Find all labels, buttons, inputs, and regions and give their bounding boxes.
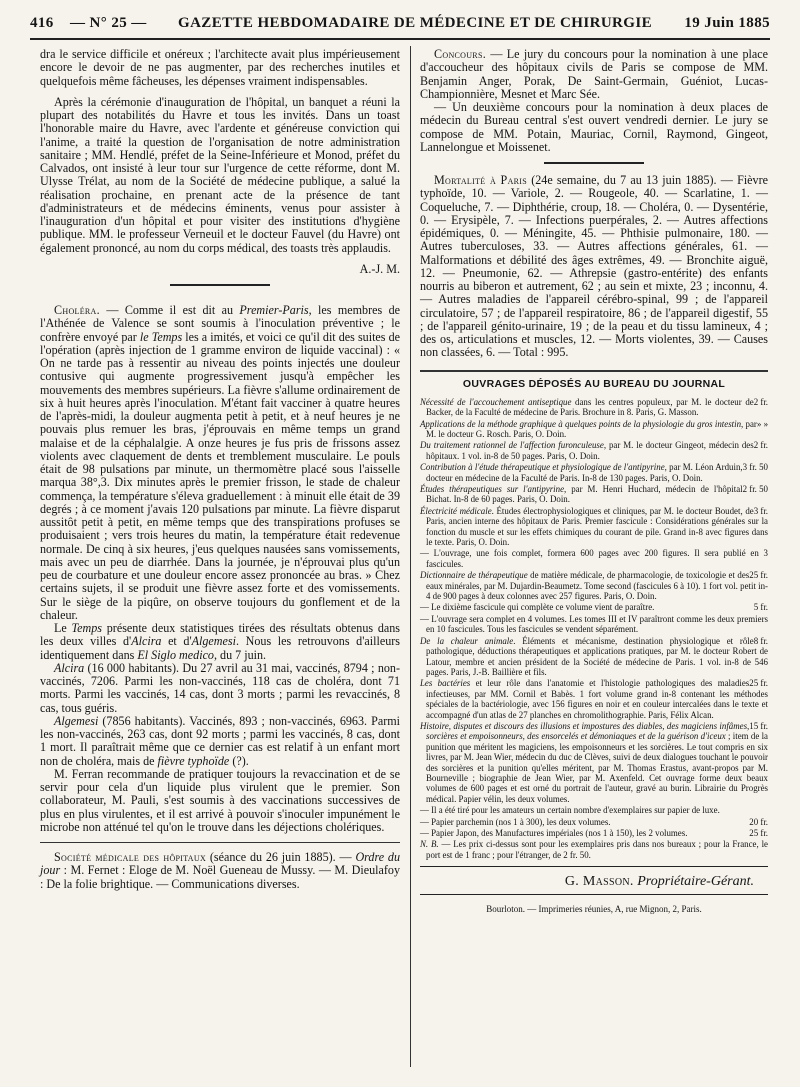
book-entry: [420, 397, 768, 418]
page-number: 416: [30, 14, 54, 31]
book-description: — L'ouvrage sera complet en 4 volumes. Les tomes III et IV paraîtront comme les deux premiers en 10 fascicules. Tous les fascicules se vendent séparément.: [420, 613, 768, 635]
books-heading: OUVRAGES DÉPOSÉS AU BUREAU DU JOURNAL: [462, 377, 726, 390]
societe-heading: Société médicale des hôpitaux: [54, 850, 207, 864]
book-title: Dictionnaire de thérapeutique: [420, 570, 528, 581]
book-description: , par M. le docteur G. Rosch. Paris, O. Doin.: [426, 418, 757, 439]
book-description: — L'ouvrage, une fois complet, formera 600 pages avec 200 figures. Il sera publié en 3 fascicules.: [420, 548, 768, 569]
column-divider: [410, 46, 411, 1067]
paragraph-cholera: Choléra. — Comme il est dit au Premier-Paris, les membres de l'Athénée de Valence se sont soumis à l'inoculation préventive ; le confrère envoyé par le Temps les a imités, et voici ce qu'il dit des suites de l'opération (après injection de 1 gramme environ de liquide vaccinal) : « On ne tarde pas à ressentir au niveau des points injectés une douleur contusive qui augmente progressivement jusqu'à empêcher les mouvements des membres supérieurs. La fièvre s'allume ordinairement de six à huit heures après l'inoculation. M'étant fait vacciner à quatre heures de l'après-midi, la douleur augmenta petit à petit, et à neuf heures je ne pouvais plus remuer les bras, j'éprouvais en même temps un grand malaise et de la céphalalgie. A onze heures je fus pris de frissons assez violents avec claquement de dents et tremblement musculaire. Le pouls était de 98 pulsations par minute, un thermomètre placé sous l'aisselle marqua 38°,3. Dix minutes après le premier frisson, le stade de chaleur commença, la température s'éleva graduellement : à minuit elle était de 39 degrés ; à ce moment j'avais 120 pulsations par minute. La fièvre disparut aussitôt petit à petit, en même temps que des transpirations profuses se produisaient ; vers trois heures du matin, la température était redevenue normale. De cinq à six heures, j'eus quelques nausées sans vomissements, mais avec un peu de diarrhée. Dans la journée, je n'éprouvai plus qu'un peu de courbature et une douleur encore assez prononcée au bras. » Chez certains sujets, il se produit une fièvre assez forte et des vomissements. Sur le siège de la piqûre, on observe toujours du gonflement et de la chaleur.: [40, 303, 401, 622]
book-price: 20 fr.: [749, 816, 768, 827]
section-separator: [170, 284, 270, 286]
alcira-heading: Alcira: [54, 660, 85, 675]
book-title: Électricité médicale: [420, 505, 492, 516]
paragraph-concours-2: — Un deuxième concours pour la nomination à deux places de médecin du Bureau central s'est ouvert vendredi dernier. Le jury se compose de MM. Potain, Mauriac, Cornil, Raymond, Gingeot, Lannelongue et Moissenet.: [420, 100, 768, 154]
paragraph-banquet: Après la cérémonie d'inauguration de l'hôpital, un banquet a réuni la plupart des notabilités du Havre et tous les invités. Dans un toast l'honorable maire du Havre, avec l'ardente et généreuse conviction qui l'anime, a traité la question de l'organisation de notre administration sanitaire ; MM. Hendlé, préfet de la Seine-Inférieure et Monod, préfet du Calvados, ont insisté à leur tour sur l'urgence de cette réforme, dont M. Ulysse Trélat, au nom de la Société de médecine publique, a salué la réalisation prochaine, en prenant acte de la présence de tant d'administrateurs et de médecins éminents, venus pour assister à l'inauguration d'un hôpital et pour visiter des institutions d'hygiène publique. MM. le professeur Verneuil et le docteur Fauvel (du Havre) ont également prononcé, au nom du corps médical, des toasts très applaudis.: [40, 94, 400, 255]
book-entry: [420, 419, 768, 440]
book-price: 25 fr.: [749, 828, 768, 838]
book-entry: [420, 614, 768, 635]
book-price: 2 fr.: [753, 440, 768, 451]
book-entry: [420, 828, 768, 838]
issue-date: 19 Juin 1885: [684, 14, 770, 31]
paragraph-societe: Société médicale des hôpitaux (séance du 26 juin 1885). — Ordre du jour : M. Fernet : Eloge de M. Noël Gueneau de Mussy. — M. Dieulafoy : De la folie brightique. — Communications diverses.: [40, 850, 401, 891]
book-title: Nécessité de l'accouchement antiseptique: [420, 396, 572, 407]
book-price: 2 fr. 50: [742, 484, 768, 494]
book-price: 25 fr.: [749, 678, 768, 689]
gerant-line: G. Masson. Propriétaire-Gérant.: [564, 874, 754, 890]
book-title: Applications de la méthode graphique à quelques points de la physiologie du gros intestin: [420, 418, 742, 429]
book-description: — Papier parchemin (nos 1 à 300), les deux volumes.: [420, 816, 611, 827]
book-description: , par M. Henri Huchard, médecin de l'hôpital Bichat. In-8 de 60 pages. Paris, O. Doin.: [426, 484, 743, 505]
book-title: Études thérapeutiques sur l'antipyrine: [420, 484, 565, 494]
book-description: . Études électrophysiologiques et cliniques, par M. le docteur Boudet, de Paris, ancien interne des hôpitaux de Paris. Premier fascicule : Considérations générales sur la fonction du muscle et sur les effets chimiques du courant de pile. Grand in-8 avec figures dans le texte. Paris, O. Doin.: [426, 505, 768, 548]
paragraph-ferran: M. Ferran recommande de pratiquer toujours la revaccination et de se servir pour cela d'un liquide plus virulent que le premier. Son collaborateur, M. Pauli, s'est soumis à des vaccinations successives de plus en plus virulentes, et il est arrivé à pouvoir s'inoculer impunément le microbe non atténué tel qu'on le trouve dans les déjections cholériques.: [40, 766, 400, 834]
algemesi-heading: Algemesi: [54, 713, 99, 728]
book-description: , par M. Léon Arduin, docteur en médecine de la Faculté de Paris. In-8 de 130 pages. Paris, O. Doin.: [426, 462, 743, 483]
book-description: — Les prix ci-dessus sont pour les exemplaires pris dans nos bureaux ; pour la France, le port est de 1 franc ; pour l'étranger, de 2 fr. 50.: [426, 839, 768, 860]
book-description: — Il a été tiré pour les amateurs un certain nombre d'exemplaires sur papier de luxe.: [420, 805, 720, 816]
book-description: de matière médicale, de pharmacologie, de toxicologie et des eaux minérales, par M. Dujardin-Beaumetz. Tome second (fascicules 6 à 10). 1 fort vol. petit in-4 de 900 pages à deux colonnes avec 257 figures. Paris, O. Doin.: [426, 570, 768, 602]
left-column: [40, 48, 400, 891]
book-description: , par M. le docteur Gingeot, médecin des hôpitaux. 1 vol. in-8 de 50 pages. Paris, O. Doin.: [426, 440, 754, 461]
book-price: 5 fr.: [753, 602, 768, 613]
book-entry: [420, 721, 768, 804]
gerant-rule: [420, 866, 768, 867]
cholera-heading: Choléra.: [54, 303, 100, 317]
book-title: Contribution à l'étude thérapeutique et physiologique de l'antipyrine: [420, 462, 665, 473]
book-title: Histoire, disputes et discours des illusions et impostures des diables, des magiciens infâmes, sorcières et empoisonneurs, des ensorcelés et démoniaques et de la guérison d'iceux: [420, 720, 750, 742]
books-list: [420, 397, 768, 860]
book-price: 25 fr.: [749, 570, 768, 581]
issue-number: — N° 25 —: [70, 14, 147, 31]
paragraph-mortalite: Mortalité à Paris (24e semaine, du 7 au 13 juin 1885). — Fièvre typhoïde, 10. — Variole, 2. — Rougeole, 40. — Scarlatine, 1. — Coqueluche, 7. — Diphthérie, croup, 18. — Choléra, 0. — Dysentérie, 0. — Erysipèle, 7. — Infections puerpérales, 2. — Autres affections épidémiques, 0. — Méningite, 45. — Phthisie pulmonaire, 180. — Autres tuberculoses, 33. — Autres affections générales, 61. — Malformations et débilité des âges extrêmes, 49. — Bronchite aiguë, 12. — Pneumonie, 62. — Athrepsie (gastro-entérite) des enfants nourris au biberon et autrement, 62 ; au sein et mixte, 23 ; inconnu, 4. — Autres maladies de l'appareil cérébro-spinal, 99 ; de l'appareil circulatoire, 57 ; de l'appareil respiratoire, 86 ; de l'appareil digestif, 55 ; de l'appareil génito-urinaire, 19 ; de la peau et du tissu lamineux, 4 ; des os, articulations et muscles, 12. — Morts violentes, 39. — Causes non classées, 6. — Total : 995.: [420, 173, 768, 360]
paragraph-continued: dra le service difficile et onéreux ; l'architecte avait plus impérieusement encore le devoir de ne pas augmenter, par des recherches inutiles et quelquefois même fâcheuses, les dépenses vraiment indispensables.: [40, 47, 400, 88]
section-separator: [544, 162, 644, 164]
book-entry: [420, 602, 768, 612]
book-description: — Le dixième fascicule qui complète ce volume vient de paraître.: [420, 602, 655, 613]
book-price: 15 fr.: [749, 720, 768, 731]
book-description: — Papier Japon, des Manufactures impériales (nos 1 à 150), les 2 volumes.: [420, 828, 688, 838]
book-entry: [420, 678, 768, 720]
book-description: dans les centres populeux, par M. le docteur de Backer, de la Faculté de médecine de Paris. Brochure in 8. Paris, G. Masson.: [426, 396, 754, 418]
paragraph-concours: Concours. — Le jury du concours pour la nomination à une place d'accoucheur des hôpitaux civils de Paris se compose de MM. Benjamin Anger, Porak, De Saint-Germain, Guéniot, Lucas-Championnière, Mesnet et Marc Sée.: [420, 47, 768, 101]
book-entry: [420, 506, 768, 548]
book-entry: [420, 484, 768, 505]
book-entry: [420, 839, 768, 860]
book-description: ; item de la punition que méritent les magiciens, les empoisonneurs et les sorcières. Le tout compris en six livres, par M. Jean Wier, médecin du duc de Clèves, suivi de deux dialogues touchant le pouvoir des sorcières et la punition qu'elles méritent, par M. Thomas Erastus, avant-propos par M. Bourneville ; biographie de Jean Wier, par M. Axenfeld. Cet ouvrage forme deux beaux volumes de 600 pages et est orné du portrait de l'auteur, gravé au burin. Librairie du Progrès médical. Papier vélin, les deux volumes.: [426, 731, 768, 804]
journal-title: GAZETTE HEBDOMADAIRE DE MÉDECINE ET DE CHIRURGIE: [178, 14, 652, 31]
printer-line: Bourloton. — Imprimeries réunies, A, rue Mignon, 2, Paris.: [486, 904, 702, 915]
book-price: 8 fr.: [753, 635, 768, 646]
book-entry: [420, 440, 768, 461]
author-signature: A.-J. M.: [359, 261, 400, 276]
book-title: Les bactéries: [420, 678, 471, 689]
paragraph-algemesi: Algemesi (7856 habitants). Vaccinés, 893 ; non-vaccinés, 6963. Parmi les non-vaccinés, 263 cas, dont 92 morts ; parmi les vaccinés, 8 cas, dont 1 mort. Il paraîtrait même que ce dernier cas est relatif à un enfant mort non de choléra, mais de fièvre typhoïde (?).: [40, 713, 400, 768]
book-entry: [420, 462, 768, 483]
paragraph-alcira: Alcira (16 000 habitants). Du 27 avril au 31 mai, vaccinés, 8794 ; non-vaccinés, 7206. Parmi les non-vaccinés, 118 cas de choléra, dont 71 morts. Parmi les vaccinés, 14 cas, dont 3 morts ; parmi les revaccinés, 8 cas, tous guéris.: [40, 660, 400, 715]
section-rule: [40, 842, 400, 843]
book-entry: [420, 817, 768, 827]
book-price: » »: [756, 418, 768, 429]
gerant-rule-bottom: [420, 894, 768, 895]
book-entry: [420, 636, 768, 678]
book-title: N. B.: [420, 839, 439, 850]
book-title: De la chaleur animale: [420, 635, 514, 646]
book-price: 2 fr.: [753, 396, 768, 407]
book-price: 3 fr. 50: [742, 462, 768, 473]
concours-heading: Concours.: [434, 47, 487, 61]
right-column: [420, 48, 768, 917]
book-title: Du traitement rationnel de l'affection furonculeuse: [420, 440, 604, 451]
running-header: [30, 10, 770, 36]
section-rule: [420, 370, 768, 372]
book-entry: [420, 570, 768, 601]
paragraph-statistics: Le Temps présente deux statistiques tirées des résultats obtenus dans les deux villes d'Alcira et d'Algemesi. Nous les retrouvons d'ailleurs identiquement dans El Siglo medico, du 7 juin.: [40, 621, 400, 662]
book-entry: [420, 805, 768, 815]
book-entry: [420, 548, 768, 569]
book-description: . Éléments et mécanisme, destination physiologique et rôle pathologique, déductions thérapeutiques et applications pratiques, par M. le docteur Robert de Latour, membre et ancien président de la Société de médecine de Paris. 1 vol. in-8 de 546 pages. Paris, J.-B. Baillière et fils.: [426, 635, 768, 677]
book-description: et leur rôle dans l'anatomie et l'histologie pathologiques des maladies infectieuses, par MM. Cornil et Babès. 1 fort volume grand in-8 contenant les méthodes spéciales de la bactériologie, avec 156 figures en noir et en couleur intercalées dans le texte et accompagné d'un atlas de 27 planches en chromolithographie. Paris, Félix Alcan.: [426, 678, 768, 720]
mortalite-heading: Mortalité à Paris: [434, 173, 527, 187]
book-price: 3 fr.: [753, 505, 768, 516]
header-rule: [30, 38, 770, 40]
